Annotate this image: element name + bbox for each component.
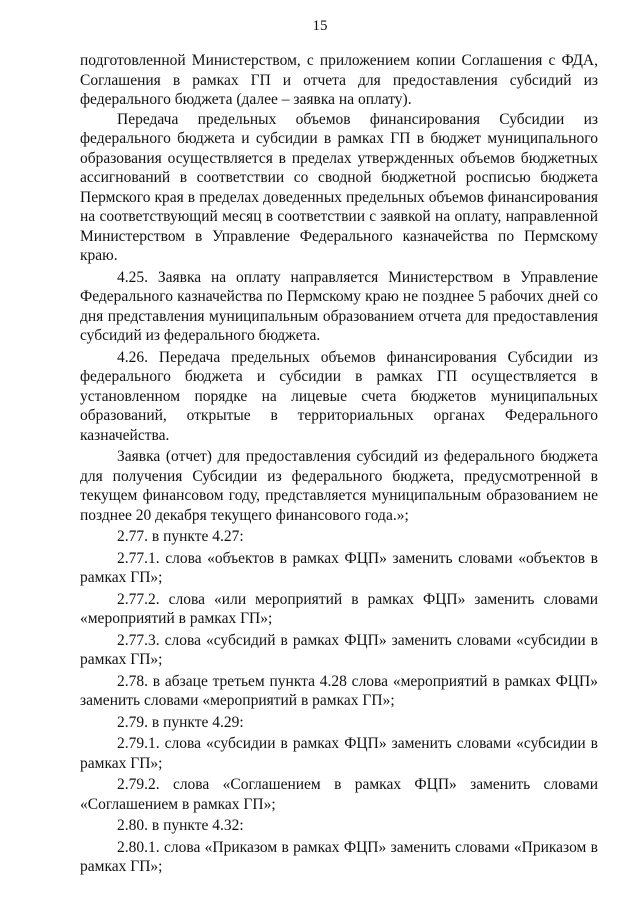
document-body — [80, 51, 598, 877]
paragraph-2-77-1: 2.77.1. слова «объектов в рамках ФЦП» заменить словами «объектов в рамках ГП»; — [80, 549, 598, 586]
paragraph-2-77: 2.77. в пункте 4.27: — [117, 528, 244, 545]
paragraph-2-79-1: 2.79.1. слова «субсидии в рамках ФЦП» заменить словами «субсидии в рамках ГП»; — [80, 735, 598, 772]
paragraph-2-77-2: 2.77.2. слова «или мероприятий в рамках ФЦП» заменить словами «мероприятий в рамках ГП»; — [80, 590, 598, 627]
paragraph-4-25: 4.25. Заявка на оплату направляется Министерством в Управление Федерального казначейства по Пермскому краю не позднее 5 рабочих дней со дня представления муниципальным образованием отчета для предоставления субсидий из федерального бюджета. — [80, 268, 598, 344]
paragraph-2-80: 2.80. в пункте 4.32: — [117, 817, 244, 834]
paragraph-continuation: подготовленной Министерством, с приложением копии Соглашения с ФДА, Соглашения в рамках ГП и отчета для предоставления субсидий из федерального бюджета (далее – заявка на оплату). — [80, 52, 598, 108]
paragraph-2-79: 2.79. в пункте 4.29: — [117, 713, 244, 731]
paragraph-2-79-2: 2.79.2. слова «Соглашением в рамках ФЦП» заменить словами «Соглашением в рамках ГП»; — [80, 776, 598, 813]
page-number: 15 — [312, 18, 328, 34]
paragraph-2-77-3: 2.77.3. слова «субсидий в рамках ФЦП» заменить словами «субсидии в рамках ГП»; — [80, 631, 598, 668]
paragraph-2-78: 2.78. в абзаце третьем пункта 4.28 слова «мероприятий в рамках ФЦП» заменить словами «мероприятий в рамках ГП»; — [80, 672, 598, 709]
paragraph-4-26: 4.26. Передача предельных объемов финансирования Субсидии из федерального бюджета и субсидии в рамках ГП осуществляется в установленном порядке на лицевые счета бюджетов муниципальных образований, открытые в территориальных органах Федерального казначейства. — [80, 348, 598, 444]
paragraph-transfer-limits: Передача предельных объемов финансирования Субсидии из федерального бюджета и субсидии в рамках ГП в бюджет муниципального образования осуществляется в пределах утвержденных объемов бюджетных ассигнований в соответствии со сводной бюджетной росписью бюджета Пермского края в пределах доведенных предельных объемов финансирования на соответствующий месяц в соответствии с заявкой на оплату, направленной Министерством в Управление Федерального казначейства по Пермскому краю. — [80, 110, 598, 264]
paragraph-report-deadline: Заявка (отчет) для предоставления субсидий из федерального бюджета для получения Субсидии из федерального бюджета, предусмотренной в текущем финансовом году, представляется муниципальным образованием не позднее 20 декабря текущего финансового года.»; — [80, 448, 598, 524]
paragraph-2-80-1: 2.80.1. слова «Приказом в рамках ФЦП» заменить словами «Приказом в рамках ГП»; — [80, 838, 598, 875]
